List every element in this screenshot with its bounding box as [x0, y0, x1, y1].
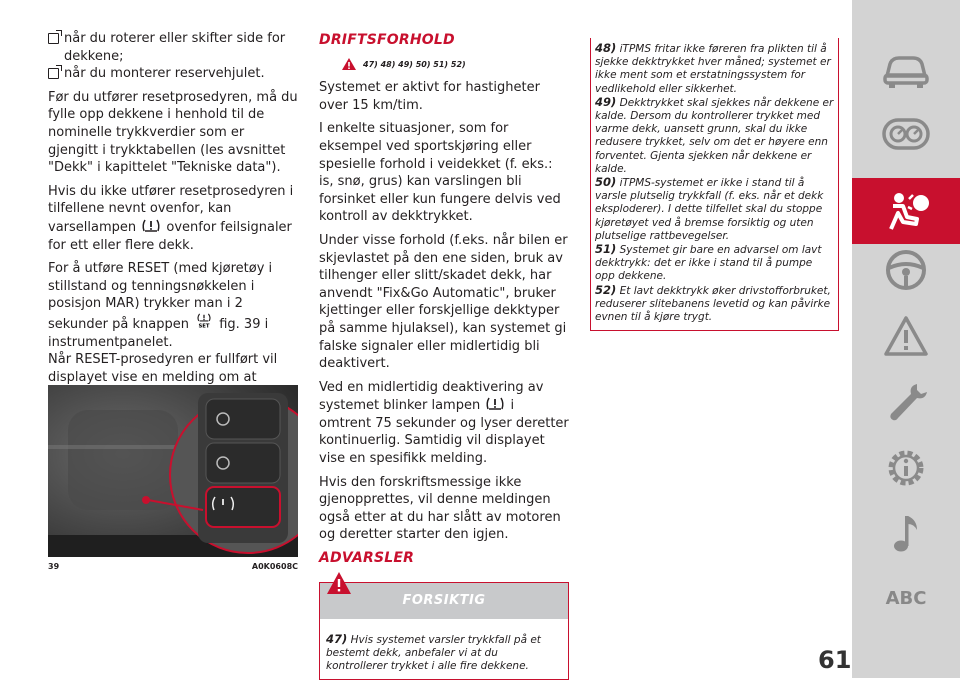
paragraph: Hvis den forskriftsmessige ikke gjenopprettes, vil denne meldingen også etter at du har slått av motoren og deretter starter den igjen. — [319, 474, 561, 543]
page-number: 61 — [818, 646, 852, 674]
bullet-box-icon — [48, 68, 59, 79]
section-heading: ADVARSLER — [319, 550, 415, 567]
note-number: 51) — [595, 242, 617, 257]
note-item — [595, 176, 834, 243]
note-number: 52) — [595, 282, 617, 297]
note-text: Systemet gir bare en advarsel om lavt dekktrykk: det er ikke i stand til å pumpe opp dekkene. — [595, 244, 822, 283]
section-heading: DRIFTSFORHOLD — [319, 32, 455, 48]
paragraph: Før du utfører resetprosedyren, må du fylle opp dekkene i henhold til de nominelle trykkverdier som er gjengitt i trykktabellen (les avsnittet "Dekk" i kapittelet "Tekniske data"). — [48, 89, 298, 176]
caution-box — [319, 582, 569, 680]
note-number: 47) — [326, 631, 348, 646]
caution-title: FORSIKTIG — [402, 592, 486, 608]
paragraph-text: ovenfor feilsignaler for ett eller flere dekk. — [48, 219, 292, 253]
bullet-item — [48, 30, 298, 65]
note-text: iTPMS fritar ikke føreren fra plikten til å sjekke dekktrykket hver måned; systemet er ikke ment som et erstatningssystem for vedlikehold eller sikkerhet. — [595, 43, 831, 95]
note-number: 49) — [595, 94, 617, 109]
tpms-warning-icon — [485, 396, 505, 411]
paragraph: Systemet er aktivt for hastigheter over 15 km/tim. — [319, 80, 540, 113]
figure-number: 39 — [48, 562, 60, 571]
note-number: 50) — [595, 175, 617, 190]
nav-warning-triangle-icon[interactable] — [852, 306, 960, 366]
gear-info-icon — [881, 446, 931, 490]
caution-body — [320, 619, 568, 679]
warning-triangle-icon — [881, 314, 931, 358]
note-item — [595, 243, 834, 284]
paragraph-text: For å utføre RESET (med kjøretøy i stillstand og tenningsnøkkelen i posisjon MAR) trykker man i 2 sekunder på knappen — [48, 261, 273, 332]
figure-caption — [48, 562, 298, 571]
dashboard-icon — [881, 112, 931, 156]
nav-dashboard-icon[interactable] — [852, 104, 960, 164]
reference-numbers: 47) 48) 49) 50) 51) 52) — [363, 59, 466, 69]
paragraph — [319, 379, 569, 468]
note-text: Hvis systemet varsler trykkfall på et bestemt dekk, anbefaler vi at du kontrollerer trykket i alle fire dekkene. — [326, 633, 541, 672]
tpms-warning-icon — [141, 218, 161, 233]
note-number: 48) — [595, 41, 617, 55]
paragraph-text: i omtrent 75 sekunder og lyser deretter kontinuerlig. Samtidig vil displayet vise en spesifikk melding. — [319, 398, 569, 467]
paragraph: I enkelte situasjoner, som for eksempel ved sportskjøring eller spesielle forhold i veidekket (f. eks.: is, snø, grus) kan varslingen bli forsinket eller kun fungere delvis ved kontroll av dekktrykket. — [319, 121, 561, 225]
paragraph: Under visse forhold (f.eks. når bilen er skjevlastet på den ene siden, bruk av tilhenger eller slitt/skadet dekk, har anvendt "Fix&Go Automatic", bruker kjettinger eller forskjellige dekktyper på samme hjulaksel), kan systemet gi falske signaler eller midlertidig bli deaktivert. — [319, 232, 568, 372]
paragraph-text: Hvis du ikke utfører resetprosedyren i tilfellene nevnt ovenfor, kan varsellampen — [48, 183, 294, 235]
bullet-box-icon — [48, 33, 59, 44]
paragraph-text: fig. 39 i instrumentpanelet. — [48, 316, 269, 350]
nav-music-note-icon[interactable] — [852, 504, 960, 564]
caution-header — [320, 583, 568, 619]
paragraph — [48, 183, 298, 254]
paragraph-text: Ved en midlertidig deaktivering av systemet blinker lampen — [319, 379, 544, 414]
bullet-item — [48, 65, 298, 83]
paragraph: Når RESET-prosedyren er fullført vil displayet vise en melding om at — [48, 352, 278, 385]
column-2 — [319, 30, 569, 680]
airbag-passenger-icon — [881, 189, 931, 233]
nav-wrench-icon[interactable] — [852, 372, 960, 432]
warning-triangle-icon — [341, 57, 357, 71]
chapter-sidebar — [852, 0, 960, 678]
note-text: Dekktrykket skal sjekkes når dekkene er kalde. Dersom du kontrollerer trykket med varme dekk, uansett grunn, skal du ikke redusere trykket, selv om det er høyere enn forventet. Gjenta sjekken når dekkene er kalde. — [595, 96, 834, 175]
nav-car-icon[interactable] — [852, 40, 960, 100]
note-text: Et lavt dekktrykk øker drivstofforbruket, reduserer slitebanens levetid og kan påvirke evnen til å kjøre trygt. — [595, 284, 831, 324]
abc-label: ABC — [885, 587, 927, 609]
wrench-icon — [881, 380, 931, 424]
figure-image — [48, 385, 298, 557]
note-item — [595, 96, 834, 176]
figure-code: A0K0608C — [251, 562, 298, 571]
nav-abc-index[interactable] — [852, 568, 960, 628]
warning-triangle-icon — [326, 571, 352, 595]
notes-box — [590, 38, 839, 331]
bullet-text: når du monterer reservehjulet. — [64, 66, 265, 82]
note-item — [595, 284, 834, 325]
tpms-set-button-icon — [194, 313, 214, 330]
nav-steering-wheel-icon[interactable] — [852, 240, 960, 300]
nav-gear-info-icon[interactable] — [852, 438, 960, 498]
note-text: iTPMS-systemet er ikke i stand til å varsle plutselig trykkfall (f. eks. når et dekk eksploderer). I dette tilfellet skal du stoppe kjøretøyet ved å bremse forsiktig og uten plutselige rattbevegelser. — [595, 177, 824, 242]
column-3 — [590, 38, 839, 331]
note-item — [595, 42, 834, 96]
paragraph — [48, 260, 298, 351]
steering-wheel-icon — [881, 248, 931, 292]
warning-references — [341, 56, 569, 74]
svg-text:SET: SET — [198, 323, 210, 328]
column-1 — [48, 30, 298, 410]
car-icon — [881, 48, 931, 92]
nav-airbag-passenger-icon[interactable] — [852, 178, 960, 244]
music-note-icon — [881, 512, 931, 556]
bullet-text: når du roterer eller skifter side for dekkene; — [64, 31, 286, 64]
notes-list — [595, 42, 834, 324]
